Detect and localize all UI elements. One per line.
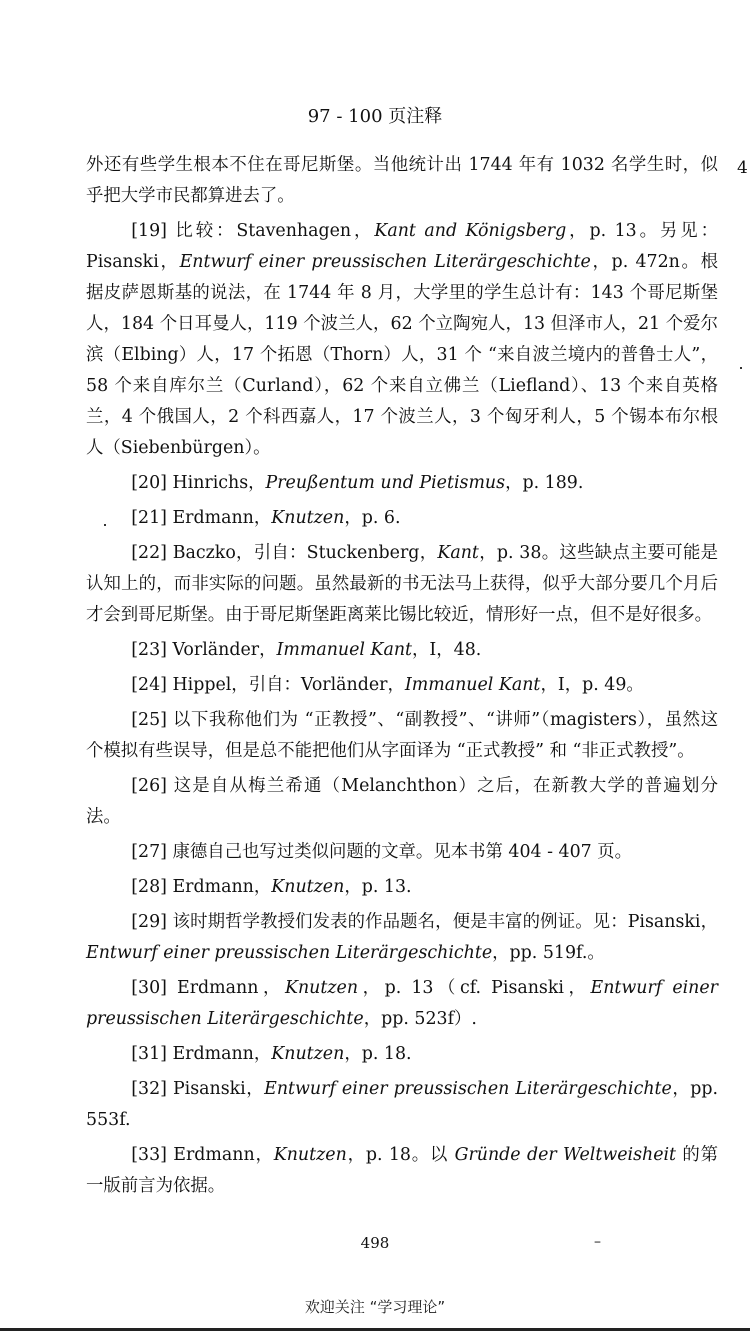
bottom-rule [0, 1328, 750, 1331]
cited-title: Entwurf einer preussischen Literärgeschichte [264, 1079, 672, 1099]
note-text: ，p. 6. [344, 508, 401, 528]
cited-title: Knutzen [284, 978, 359, 998]
cited-title: Entwurf einer preussischen Literärgeschichte [86, 978, 718, 1029]
footnote-19 [86, 216, 718, 464]
continued-note [86, 150, 718, 212]
cited-title: Entwurf einer preussischen Literärgeschichte [179, 252, 591, 272]
note-text: ，p. 18. [344, 1044, 412, 1064]
note-text: [25] 以下我称他们为 “正教授”、“副教授”、“讲师”（magisters），虽然这个模拟有些误导，但是总不能把他们从字面译为 “正式教授” 和 “非正式教授”。 [86, 710, 718, 761]
note-text: ，p. 13（cf. Pisanski， [358, 978, 591, 998]
note-text: [19] 比较：Stavenhagen， [131, 221, 375, 241]
footnote-21 [86, 503, 718, 534]
watermark-text: 欢迎关注 “学习理论” [304, 1298, 446, 1316]
footnote-30 [86, 973, 718, 1035]
note-text: [22] Baczko，引自：Stuckenberg， [131, 543, 438, 563]
cited-title: Knutzen [271, 508, 345, 528]
page-number: 498 [360, 1234, 390, 1252]
cited-title: Kant [437, 543, 479, 563]
footer-dash: – [594, 1234, 601, 1250]
scan-speck [740, 367, 742, 369]
cited-title: Knutzen [271, 877, 345, 897]
cited-title: Entwurf einer preussischen Literärgeschichte [86, 943, 493, 963]
note-text: [29] 该时期哲学教授们发表的作品题名，便是丰富的例证。见：Pisanski， [131, 912, 718, 932]
note-text: [23] Vorländer， [131, 640, 277, 660]
page-header: 97 - 100 页注释 [307, 106, 443, 127]
footnote-28 [86, 872, 718, 903]
note-text: [28] Erdmann， [131, 877, 272, 897]
note-text: 外还有些学生根本不住在哥尼斯堡。当他统计出 1744 年有 1032 名学生时，似乎把大学市民都算进去了。 [86, 155, 718, 206]
note-text: ，p. 13. [344, 877, 412, 897]
note-text: [30] Erdmann， [131, 978, 285, 998]
note-text: 的第一版前言为依据。 [86, 1145, 719, 1196]
footnote-27 [86, 837, 718, 868]
cited-title: Gründe der Weltweisheit [454, 1145, 677, 1165]
edge-mark: 4 [737, 158, 748, 178]
note-text: ，I，p. 49。 [540, 675, 644, 695]
note-text: [31] Erdmann， [131, 1044, 272, 1064]
footnote-31 [86, 1039, 718, 1070]
note-text: [33] Erdmann， [131, 1145, 274, 1165]
note-text: ，p. 13。另见：Pisanski， [86, 221, 718, 272]
footnote-33 [86, 1140, 718, 1202]
cited-title: Kant and Königsberg [374, 221, 567, 241]
footnote-22 [86, 538, 718, 631]
footnote-29 [86, 907, 718, 969]
notes-body [86, 150, 718, 1206]
footnote-23 [86, 635, 718, 666]
note-text: ，I，48. [412, 640, 482, 660]
cited-title: Knutzen [273, 1145, 347, 1165]
footnote-24 [86, 670, 718, 701]
note-text: ，p. 472n。根据皮萨恩斯基的说法，在 1744 年 8 月，大学里的学生总计有：143 个哥尼斯堡人，184 个日耳曼人，119 个波兰人，62 个立陶宛人，13 但泽市人，21 个爱尔滨（Elbing）人，17 个拓恩（Thorn）人，31 个 “来自波兰境内的普鲁士人”，58 个来自库尔兰（Curland），62 个来自立佛兰（Liefland）、13 个来自英格兰，4 个俄国人，2 个科西嘉人，17 个波兰人，3 个匈牙利人，5 个锡本布尔根人（Siebenbürgen）。 [86, 252, 719, 458]
footnote-26 [86, 771, 718, 833]
note-text: ，pp. 553f. [86, 1079, 719, 1130]
note-text: [27] 康德自己也写过类似问题的文章。见本书第 404 - 407 页。 [131, 842, 633, 862]
footnote-32 [86, 1074, 718, 1136]
cited-title: Preußentum und Pietismus [265, 473, 506, 493]
note-text: ，p. 18。以 [346, 1145, 455, 1165]
note-text: [21] Erdmann， [131, 508, 272, 528]
cited-title: Immanuel Kant [404, 675, 541, 695]
note-text: ，p. 38。这些缺点主要可能是认知上的，而非实际的问题。虽然最新的书无法马上获得，似乎大部分要几个月后才会到哥尼斯堡。由于哥尼斯堡距离莱比锡比较近，情形好一点，但不是好很多。 [86, 543, 719, 625]
note-text: [26] 这是自从梅兰希通（Melanchthon）之后，在新教大学的普遍划分法。 [86, 776, 718, 827]
cited-title: Immanuel Kant [276, 640, 413, 660]
note-text: [24] Hippel，引自：Vorländer， [131, 675, 405, 695]
note-text: ，pp. 523f）. [363, 1009, 477, 1029]
footnote-25 [86, 705, 718, 767]
note-text: [20] Hinrichs， [131, 473, 266, 493]
note-text: [32] Pisanski， [131, 1079, 265, 1099]
note-text: ，p. 189. [505, 473, 584, 493]
note-text: ，pp. 519f.。 [492, 943, 605, 963]
cited-title: Knutzen [271, 1044, 345, 1064]
footnote-20 [86, 468, 718, 499]
